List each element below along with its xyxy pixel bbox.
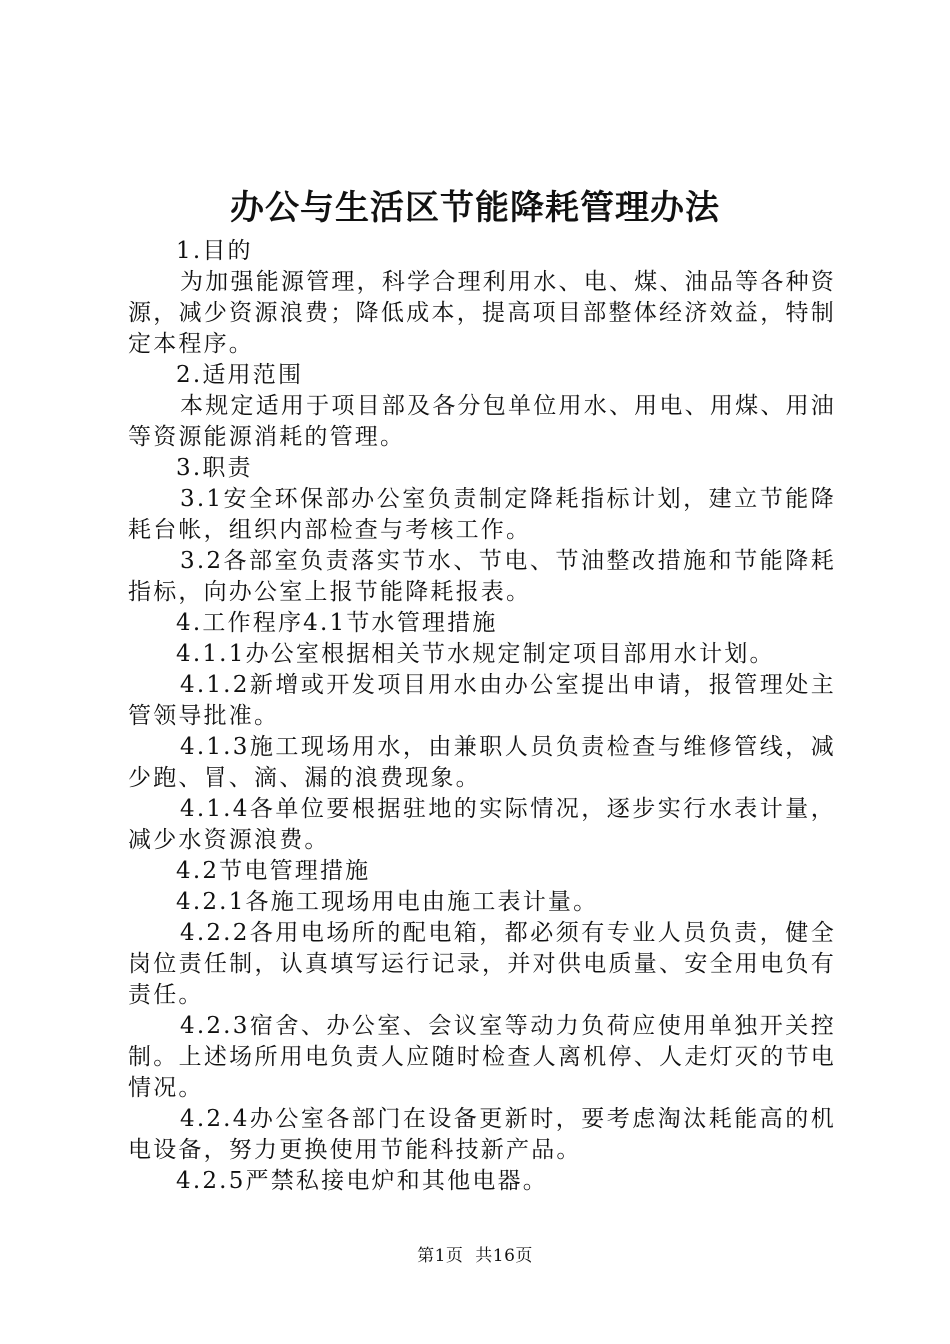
paragraph-4-1-2: 4.1.2新增或开发项目用水由办公室提出申请，报管理处主管领导批准。 xyxy=(128,672,836,729)
section-heading-responsibilities: 3.职责 xyxy=(176,455,253,481)
paragraph-scope: 本规定适用于项目部及各分包单位用水、用电、用煤、用油等资源能源消耗的管理。 xyxy=(128,393,836,450)
paragraph-4-1-3: 4.1.3施工现场用水，由兼职人员负责检查与维修管线，减少跑、冒、滴、漏的浪费现象。 xyxy=(128,734,836,791)
paragraph-4-2-1: 4.2.1各施工现场用电由施工表计量。 xyxy=(176,889,599,915)
paragraph-4-1-4: 4.1.4各单位要根据驻地的实际情况，逐步实行水表计量，减少水资源浪费。 xyxy=(128,796,836,853)
paragraph-4-2-3: 4.2.3宿舍、办公室、会议室等动力负荷应使用单独开关控制。上述场所用电负责人应随时检查人离机停、人走灯灭的节电情况。 xyxy=(128,1013,836,1101)
page-number: 第1页 xyxy=(417,1246,464,1266)
page-total: 共16页 xyxy=(475,1246,533,1266)
section-heading-electricity: 4.2节电管理措施 xyxy=(176,858,371,884)
section-heading-procedure: 4.工作程序4.1节水管理措施 xyxy=(176,610,498,636)
paragraph-4-2-2: 4.2.2各用电场所的配电箱，都必须有专业人员负责，健全岗位责任制，认真填写运行记录，并对供电质量、安全用电负有责任。 xyxy=(128,920,836,1008)
paragraph-3-1: 3.1安全环保部办公室负责制定降耗指标计划，建立节能降耗台帐，组织内部检查与考核工作。 xyxy=(128,486,836,543)
document-body xyxy=(128,236,836,1197)
paragraph-3-2: 3.2各部室负责落实节水、节电、节油整改措施和节能降耗指标，向办公室上报节能降耗报表。 xyxy=(128,548,836,605)
section-heading-purpose: 1.目的 xyxy=(176,238,253,264)
page-footer xyxy=(0,1241,950,1266)
paragraph-4-2-5: 4.2.5严禁私接电炉和其他电器。 xyxy=(176,1168,548,1194)
section-heading-scope: 2.适用范围 xyxy=(176,362,304,388)
paragraph-purpose: 为加强能源管理，科学合理利用水、电、煤、油品等各种资源，减少资源浪费；降低成本，提高项目部整体经济效益，特制定本程序。 xyxy=(128,269,836,357)
document-title: 办公与生活区节能降耗管理办法 xyxy=(230,188,720,228)
paragraph-4-2-4: 4.2.4办公室各部门在设备更新时，要考虑淘汰耗能高的机电设备，努力更换使用节能科技新产品。 xyxy=(128,1106,836,1163)
paragraph-4-1-1: 4.1.1办公室根据相关节水规定制定项目部用水计划。 xyxy=(176,641,775,667)
